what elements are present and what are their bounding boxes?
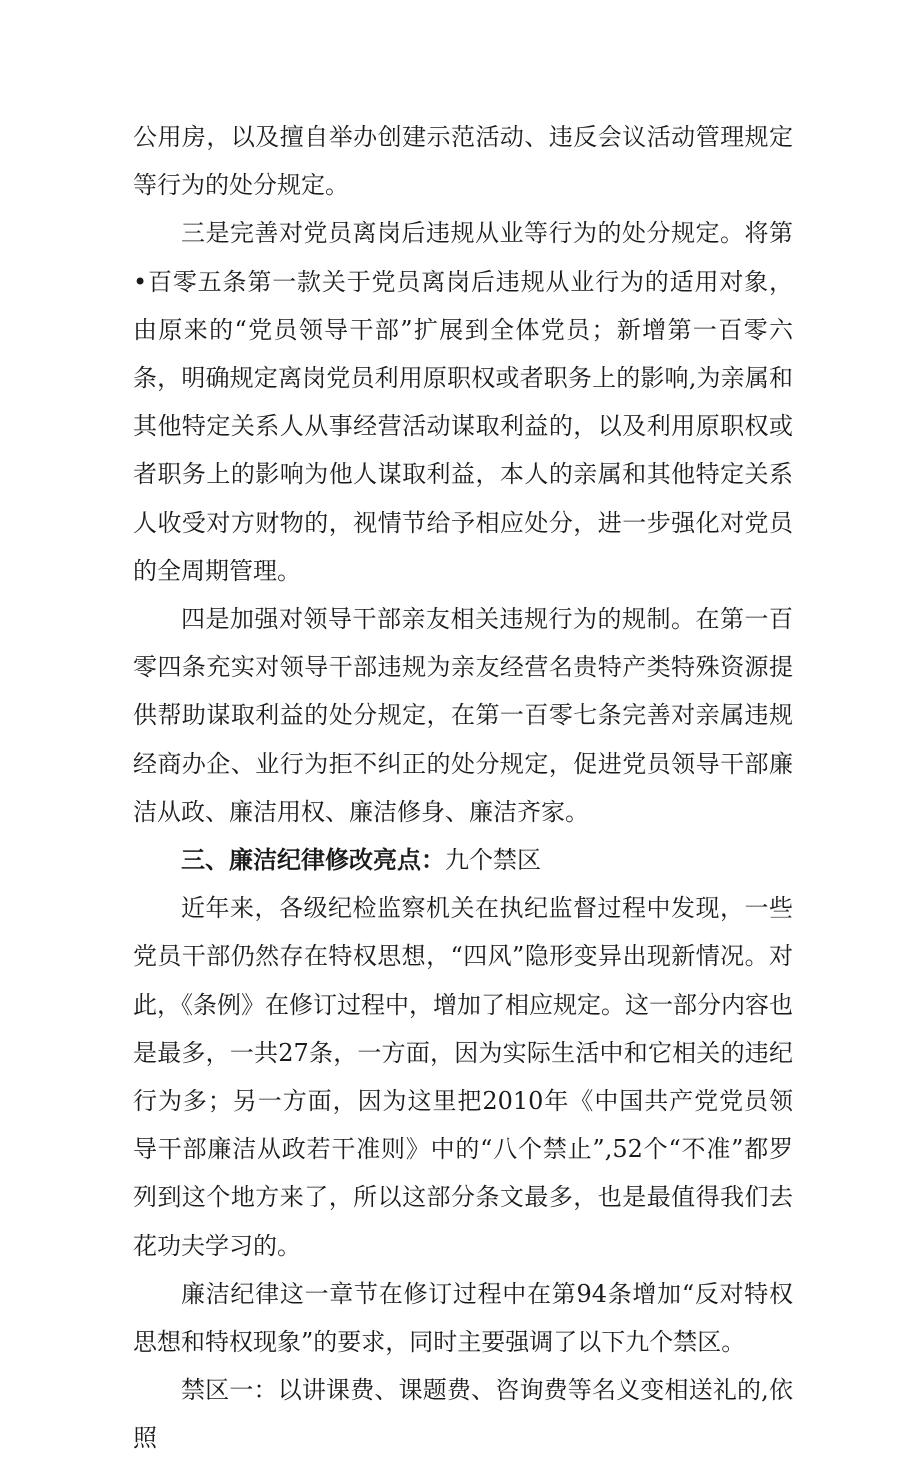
paragraph-point-four: 四是加强对领导干部亲友相关违规行为的规制。在第一百零四条充实对领导干部违规为亲友经营名贵特产类特殊资源提供帮助谋取利益的处分规定，在第一百零七条完善对亲属违规经商办企、业行为拒不纠正的处分规定，促进党员领导干部廉洁从政、廉洁用权、廉洁修身、廉洁齐家。	[133, 605, 793, 826]
paragraph-point-three: 三是完善对党员离岗后违规从业等行为的处分规定。将第•百零五条第一款关于党员离岗后违规从业行为的适用对象，由原来的“党员领导干部”扩展到全体党员；新增第一百零六条，明确规定离岗党员利用原职权或者职务上的影响,为亲属和其他特定关系人从事经营活动谋取利益的，以及利用原职权或者职务上的影响为他人谋取利益，本人的亲属和其他特定关系人收受对方财物的，视情节给予相应处分，进一步强化对党员的全周期管理。	[133, 219, 793, 585]
section-heading	[133, 836, 793, 884]
section-heading-bold: 三、廉洁纪律修改亮点：	[181, 845, 445, 875]
paragraph-chapter: 廉洁纪律这一章节在修订过程中在第94条增加“反对特权思想和特权现象”的要求，同时主要强调了以下九个禁区。	[133, 1279, 793, 1357]
paragraph-recent: 近年来，各级纪检监察机关在执纪监督过程中发现，一些党员干部仍然存在特权思想，“四风”隐形变异出现新情况。对此，《条例》在修订过程中，增加了相应规定。这一部分内容也是最多，一共27条，一方面，因为实际生活中和它相关的违纪行为多；另一方面，因为这里把2010年《中国共产党党员领导干部廉洁从政若干准则》中的“八个禁止”,52个“不准”都罗列到这个地方来了，所以这部分条文最多，也是最值得我们去花功夫学习的。	[133, 894, 793, 1260]
section-heading-normal: 九个禁区	[445, 846, 541, 875]
document-body	[133, 113, 793, 1463]
paragraph-continued: 公用房，以及擅自举办创建示范活动、违反会议活动管理规定等行为的处分规定。	[133, 123, 793, 200]
paragraph-zone-one: 禁区一：以讲课费、课题费、咨询费等名义变相送礼的,依照	[133, 1376, 793, 1453]
